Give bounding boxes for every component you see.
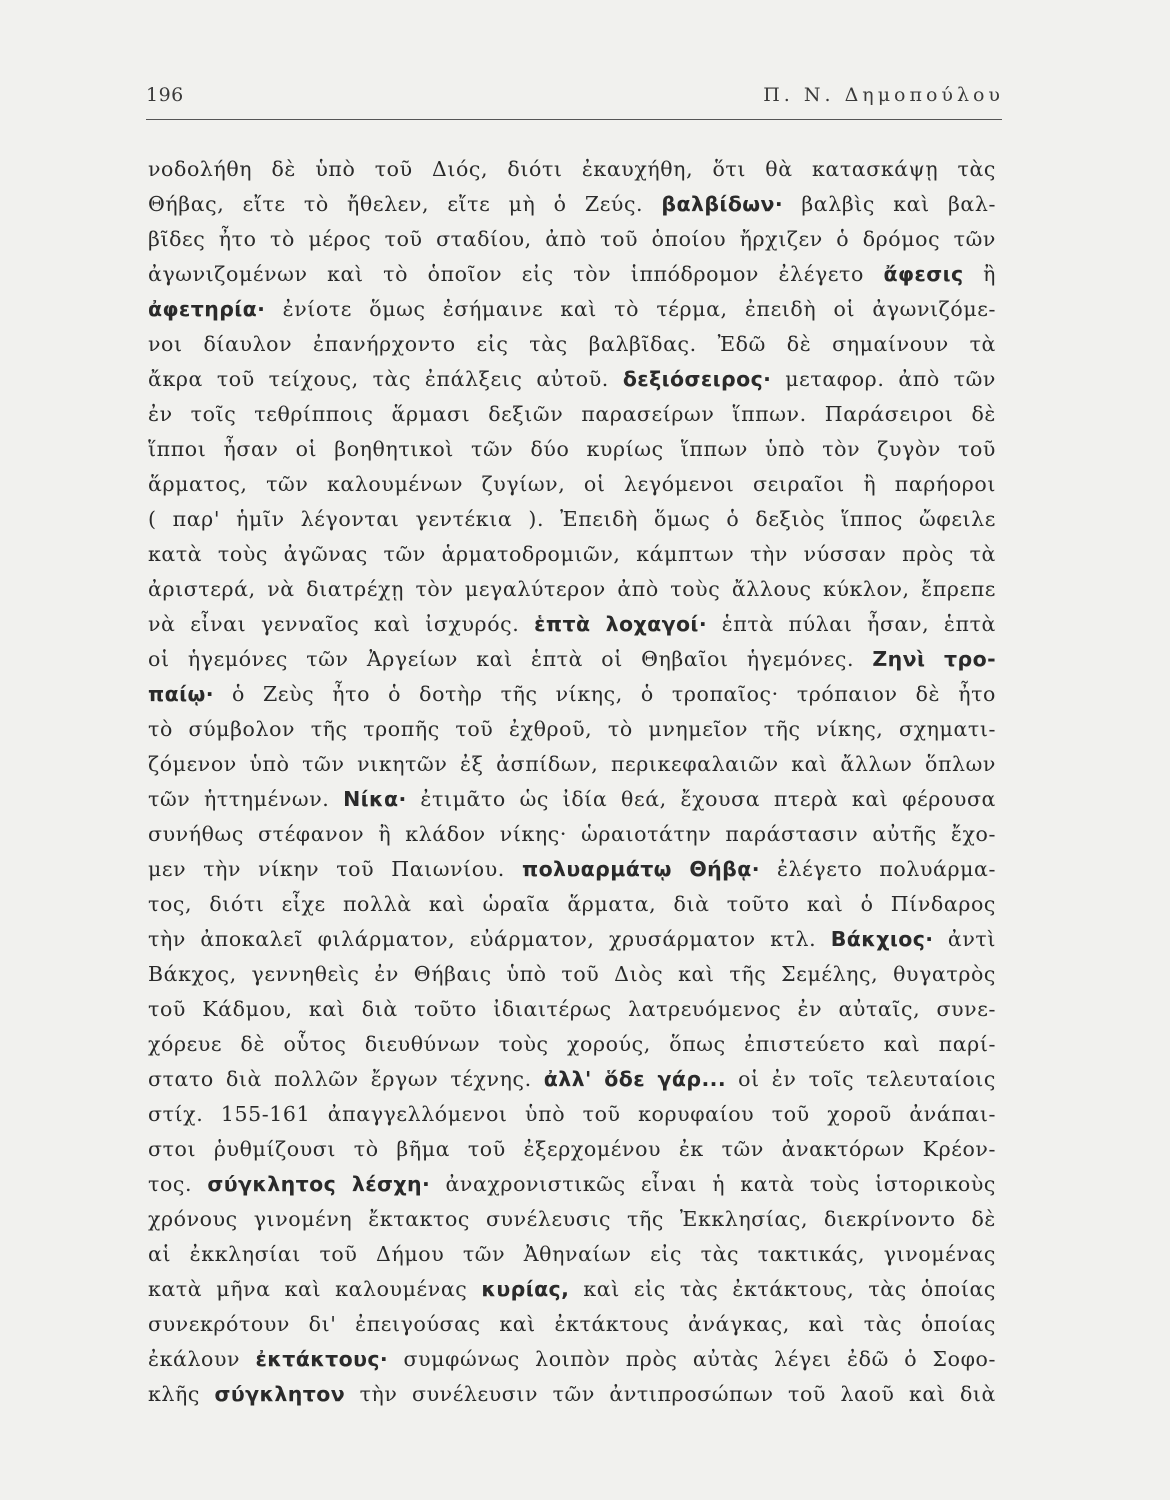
text-segment: ( παρ' ἡμῖν λέγονται γεντέκια ). Ἐπειδὴ ὅμως ὁ δεξιὸς ἵππος ὤφειλε: [148, 507, 996, 531]
text-line: [148, 432, 996, 467]
text-segment: στοι ῥυθμίζουσι τὸ βῆμα τοῦ ἐξερχομένου ἐκ τῶν ἀνακτόρων Κρέον-: [148, 1137, 996, 1161]
text-segment: ζόμενον ὑπὸ τῶν νικητῶν ἐξ ἀσπίδων, περικεφαλαιῶν καὶ ἄλλων ὅπλων: [148, 752, 996, 776]
text-segment: μεν τὴν νίκην τοῦ Παιωνίου.: [148, 857, 522, 881]
text-line: [148, 887, 996, 922]
text-line: [148, 817, 996, 852]
text-line: [148, 502, 996, 537]
lemma-term: σύγκλητον: [214, 1382, 346, 1406]
header-rule: [146, 119, 1002, 120]
text-segment: συνήθως στέφανον ἢ κλάδον νίκης· ὡραιοτάτην παράστασιν αὐτῆς ἔχο-: [148, 822, 996, 846]
text-segment: νοδολήθη δὲ ὑπὸ τοῦ Διός, διότι ἐκαυχήθη, ὅτι θὰ κατασκάψῃ τὰς: [148, 157, 996, 181]
text-segment: ἑπτὰ πύλαι ἦσαν, ἑπτὰ: [707, 612, 996, 636]
text-segment: καὶ εἰς τὰς ἐκτάκτους, τὰς ὁποίας: [569, 1277, 996, 1301]
text-line: [148, 747, 996, 782]
text-segment: ἀντὶ: [933, 927, 996, 951]
text-segment: ἢ: [963, 262, 996, 286]
text-line: [148, 257, 996, 292]
text-segment: συμφώνως λοιπὸν πρὸς αὐτὰς λέγει ἐδῶ ὁ Σοφο-: [388, 1347, 996, 1371]
text-segment: τος.: [148, 1172, 208, 1196]
text-segment: νὰ εἶναι γενναῖος καὶ ἰσχυρός.: [148, 612, 535, 636]
text-line: [148, 1097, 996, 1132]
text-line: [148, 1342, 996, 1377]
text-line: [148, 1062, 996, 1097]
text-line: [148, 1237, 996, 1272]
text-line: [148, 362, 996, 397]
text-segment: στίχ. 155-161 ἀπαγγελλόμενοι ὑπὸ τοῦ κορυφαίου τοῦ χοροῦ ἀνάπαι-: [148, 1102, 996, 1126]
text-line: [148, 852, 996, 887]
text-segment: αἱ ἐκκλησίαι τοῦ Δήμου τῶν Ἀθηναίων εἰς τὰς τακτικάς, γινομένας: [148, 1242, 996, 1266]
lemma-term: πολυαρμάτῳ Θήβᾳ·: [521, 857, 760, 881]
text-segment: ὁ Ζεὺς ἦτο ὁ δοτὴρ τῆς νίκης, ὁ τροπαῖος· τρόπαιον δὲ ἦτο: [213, 682, 996, 706]
lemma-term: ἄφεσις: [883, 262, 964, 286]
text-segment: Βάκχος, γεννηθεὶς ἐν Θήβαις ὑπὸ τοῦ Διὸς καὶ τῆς Σεμέλης, θυγατρὸς: [148, 962, 996, 986]
text-segment: βαλβὶς καὶ βαλ-: [783, 192, 996, 216]
text-segment: ἅρματος, τῶν καλουμένων ζυγίων, οἱ λεγόμενοι σειραῖοι ἢ παρήοροι: [148, 472, 996, 496]
text-line: [148, 607, 996, 642]
text-line: [148, 1272, 996, 1307]
text-segment: οἱ ἡγεμόνες τῶν Ἀργείων καὶ ἑπτὰ οἱ Θηβαῖοι ἡγεμόνες.: [148, 647, 873, 671]
lemma-term: ἀφετηρία·: [148, 297, 266, 321]
running-head: Π. Ν. Δημοπούλου: [763, 84, 1004, 106]
text-line: [148, 572, 996, 607]
text-line: [148, 222, 996, 257]
lemma-term: δεξιόσειρος·: [622, 367, 772, 391]
text-segment: νοι δίαυλον ἐπανήρχοντο εἰς τὰς βαλβῖδας. Ἐδῶ δὲ σημαίνουν τὰ: [148, 332, 996, 356]
text-line: [148, 712, 996, 747]
lemma-term: ἐκτάκτους·: [255, 1347, 389, 1371]
text-segment: βῖδες ἦτο τὸ μέρος τοῦ σταδίου, ἀπὸ τοῦ ὁποίου ἤρχιζεν ὁ δρόμος τῶν: [148, 227, 996, 251]
text-segment: τὴν ἀποκαλεῖ φιλάρματον, εὐάρματον, χρυσάρματον κτλ.: [148, 927, 831, 951]
text-segment: ἄκρα τοῦ τείχους, τὰς ἐπάλξεις αὐτοῦ.: [148, 367, 623, 391]
text-line: [148, 1202, 996, 1237]
text-line: [148, 992, 996, 1027]
text-segment: κλῆς: [148, 1382, 215, 1406]
text-segment: τὴν συνέλευσιν τῶν ἀντιπροσώπων τοῦ λαοῦ καὶ διὰ: [345, 1382, 996, 1406]
text-line: [148, 292, 996, 327]
text-line: [148, 957, 996, 992]
text-line: [148, 642, 996, 677]
text-line: [148, 1132, 996, 1167]
text-segment: ἀριστερά, νὰ διατρέχῃ τὸν μεγαλύτερον ἀπὸ τοὺς ἄλλους κύκλον, ἔπρεπε: [148, 577, 996, 601]
text-line: [148, 1307, 996, 1342]
lemma-term: Νίκα·: [343, 787, 407, 811]
lemma-term: κυρίας,: [481, 1277, 570, 1301]
text-segment: χρόνους γινομένη ἔκτακτος συνέλευσις τῆς Ἐκκλησίας, διεκρίνοντο δὲ: [148, 1207, 996, 1231]
text-segment: χόρευε δὲ οὗτος διευθύνων τοὺς χορούς, ὅπως ἐπιστεύετο καὶ παρί-: [148, 1032, 996, 1056]
text-line: [148, 1027, 996, 1062]
text-segment: συνεκρότουν δι' ἐπειγούσας καὶ ἐκτάκτους ἀνάγκας, καὶ τὰς ὁποίας: [148, 1312, 996, 1336]
text-segment: ἀναχρονιστικῶς εἶναι ἡ κατὰ τοὺς ἱστορικοὺς: [430, 1172, 996, 1196]
lemma-term: σύγκλητος λέσχη·: [207, 1172, 431, 1196]
page-number: 196: [146, 84, 184, 106]
text-segment: τος, διότι εἶχε πολλὰ καὶ ὡραῖα ἅρματα, διὰ τοῦτο καὶ ὁ Πίνδαρος: [148, 892, 996, 916]
text-line: [148, 327, 996, 362]
text-line: [148, 152, 996, 187]
text-segment: ἀγωνιζομένων καὶ τὸ ὁποῖον εἰς τὸν ἱππόδρομον ἐλέγετο: [148, 262, 884, 286]
text-segment: Θήβας, εἴτε τὸ ἤθελεν, εἴτε μὴ ὁ Ζεύς.: [148, 192, 662, 216]
text-line: [148, 537, 996, 572]
lemma-term: παίῳ·: [148, 682, 214, 706]
text-segment: στατο διὰ πολλῶν ἔργων τέχνης.: [148, 1067, 544, 1091]
text-line: [148, 922, 996, 957]
text-segment: τοῦ Κάδμου, καὶ διὰ τοῦτο ἰδιαιτέρως λατρευόμενος ἐν αὐταῖς, συνε-: [148, 997, 996, 1021]
text-segment: ἐνίοτε ὅμως ἐσήμαινε καὶ τὸ τέρμα, ἐπειδὴ οἱ ἀγωνιζόμε-: [265, 297, 996, 321]
text-line: [148, 1377, 996, 1412]
text-segment: μεταφορ. ἀπὸ τῶν: [771, 367, 996, 391]
body-text: [148, 152, 996, 1412]
lemma-term: βαλβίδων·: [661, 192, 784, 216]
text-line: [148, 1167, 996, 1202]
text-segment: ἐλέγετο πολυάρμα-: [759, 857, 996, 881]
lemma-term: ἀλλ' ὅδε γάρ...: [543, 1067, 727, 1091]
lemma-term: Ζηνὶ τρο-: [872, 647, 996, 671]
text-segment: ἐκάλουν: [148, 1347, 256, 1371]
text-segment: τῶν ἡττημένων.: [148, 787, 344, 811]
text-line: [148, 467, 996, 502]
text-line: [148, 677, 996, 712]
text-segment: τὸ σύμβολον τῆς τροπῆς τοῦ ἐχθροῦ, τὸ μνημεῖον τῆς νίκης, σχηματι-: [148, 717, 996, 741]
text-segment: κατὰ μῆνα καὶ καλουμένας: [148, 1277, 482, 1301]
text-line: [148, 397, 996, 432]
text-segment: οἱ ἐν τοῖς τελευταίοις: [726, 1067, 996, 1091]
text-segment: ἵπποι ἦσαν οἱ βοηθητικοὶ τῶν δύο κυρίως ἵππων ὑπὸ τὸν ζυγὸν τοῦ: [148, 437, 996, 461]
page-header: [146, 84, 1004, 114]
text-segment: ἐτιμᾶτο ὡς ἰδία θεά, ἔχουσα πτερὰ καὶ φέρουσα: [406, 787, 996, 811]
text-line: [148, 782, 996, 817]
lemma-term: Βάκχιος·: [830, 927, 934, 951]
lemma-term: ἑπτὰ λοχαγοί·: [534, 612, 708, 636]
text-line: [148, 187, 996, 222]
text-segment: ἐν τοῖς τεθρίπποις ἅρμασι δεξιῶν παρασείρων ἵππων. Παράσειροι δὲ: [148, 402, 996, 426]
text-segment: κατὰ τοὺς ἀγῶνας τῶν ἁρματοδρομιῶν, κάμπτων τὴν νύσσαν πρὸς τὰ: [148, 542, 996, 566]
